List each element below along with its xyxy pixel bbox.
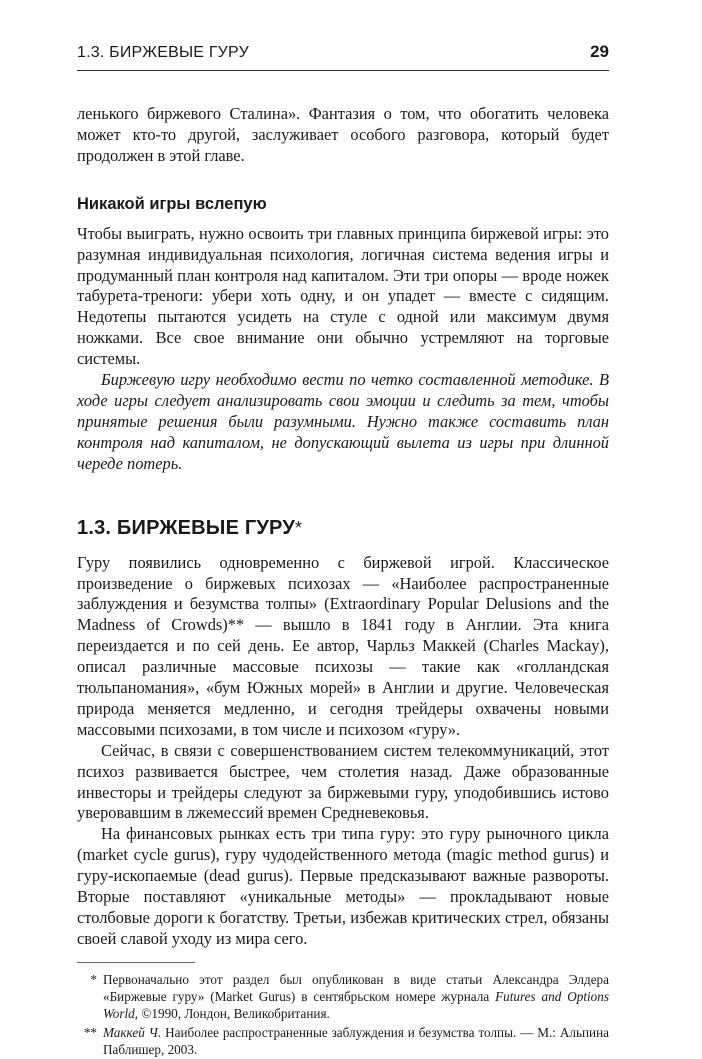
section-title xyxy=(77,517,609,540)
footnote-divider xyxy=(77,962,195,963)
section-title-text: 1.3. БИРЖЕВЫЕ ГУРУ xyxy=(77,516,295,539)
paragraph-italic-method: Биржевую игру необходимо вести по четко составленной методике. В ходе игры следует анализировать свои эмоции и следить за тем, чтобы принятые решения были разумными. Нужно также составить план контроля над капиталом, не допускающий вылета из игры при длинной череде потерь. xyxy=(77,370,609,473)
paragraph-guru-types: На финансовых рынках есть три типа гуру: это гуру рыночного цикла (market cycle gurus), гуру чудодейственного метода (magic method gurus) и гуру-ископаемые (dead gurus). Первые предсказывают важные развороты. Вторые поставляют «уникальные методы» — прокладывают новые столбовые дороги к богатству. Третьи, избежав критических стрел, обязаны своей славой уходу из мира сего. xyxy=(77,824,609,948)
paragraph-gurus-history: Гуру появились одновременно с биржевой игрой. Классическое произведение о биржевых психозах — «Наиболее распространенные заблуждения и безумства толпы» (Extraordinary Popular Delusions and the Madness of Crowds)** — вышло в 1841 году в Англии. Эта книга переиздается и по сей день. Ее автор, Чарльз Маккей (Charles Mackay), описал различные массовые психозы — такие как «голландская тюльпаномания», «бум Южных морей» в Англии и другие. Человеческая природа меняется медленно, и сегодня трейдеры охвачены новыми массовыми психозами, в том числе и психозом «гуру». xyxy=(77,552,609,739)
paragraph-principles: Чтобы выиграть, нужно освоить три главных принципа биржевой игры: это разумная индивидуальная психология, логичная система ведения игры и продуманный план контроля над капиталом. Эти три опоры — вроде ножек табурета-треноги: убери хоть одну, и он упадет — вместе с сидящим. Недотепы пытаются усидеть на стуле с одной или максимум двумя ножками. Все свое внимание они обычно устремляют на торговые системы. xyxy=(77,223,609,369)
footnote-2-text-end: Наиболее распространенные заблуждения и безумства толпы. — М.: Альпина Паблишер, 2003. xyxy=(103,1024,610,1057)
running-title: 1.3. БИРЖЕВЫЕ ГУРУ xyxy=(77,44,249,61)
footnote-2-text xyxy=(103,1024,609,1059)
footnote-1 xyxy=(77,971,609,1023)
footnote-1-text xyxy=(103,971,609,1023)
page-number: 29 xyxy=(590,42,609,61)
footnote-2 xyxy=(77,1024,609,1059)
footnote-2-author: Маккей Ч. xyxy=(103,1024,162,1040)
section-footnote-mark: * xyxy=(294,517,303,538)
header-divider xyxy=(77,70,609,71)
running-head xyxy=(77,42,609,62)
continuation-paragraph: ленького биржевого Сталина». Фантазия о том, что обогатить человека может кто-то другой, заслуживает особого разговора, который будет продолжен в этой главе. xyxy=(77,104,609,165)
footnote-1-mark: * xyxy=(90,971,97,987)
subheading: Никакой игры вслепую xyxy=(77,194,267,213)
footnote-1-text-start: Первоначально этот раздел был опубликован в виде статьи Александра Элдера «Биржевые гуру» (Market Gurus) в сентябрьском номере журнала xyxy=(103,971,609,1005)
footnote-1-journal: Futures and Options World xyxy=(103,989,609,1022)
footnote-1-text-end: , ©1990, Лондон, Великобритания. xyxy=(134,1006,330,1022)
paragraph-telecom: Сейчас, в связи с совершенствованием систем телекоммуникаций, этот психоз развивается быстрее, чем столетия назад. Даже образованные инвесторы и трейдеры следуют за биржевыми гуру, уподобившись истово уверовавшим в лжемессий времен Средневековья. xyxy=(77,740,609,823)
footnote-2-mark: ** xyxy=(83,1024,97,1040)
page-body xyxy=(77,104,609,1059)
